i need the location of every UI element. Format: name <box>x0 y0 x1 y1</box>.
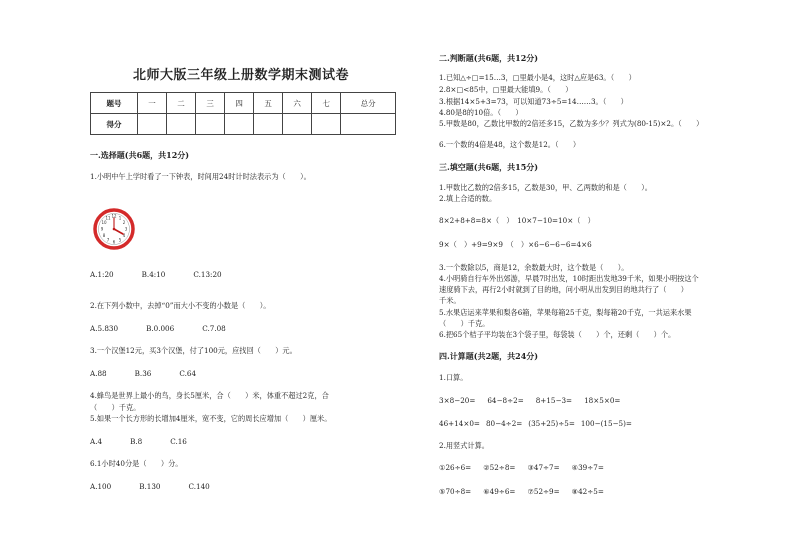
score-input-cell[interactable] <box>254 114 283 135</box>
calc-1: 1.口算。 <box>439 373 468 382</box>
vertical-calc-item: ②52÷8= <box>483 463 516 472</box>
score-header-cell: 题号 <box>91 93 138 114</box>
section3-title: 三.填空题(共6题，共15分) <box>439 162 539 172</box>
svg-text:6: 6 <box>112 239 116 245</box>
fill-1: 1.甲数比乙数的2倍多15，乙数是30，甲、乙两数的和是（ ）。 <box>439 183 652 192</box>
option[interactable]: C.16 <box>170 437 187 446</box>
question-3: 3.一个汉堡12元，买3个汉堡，付了100元，应找回（ ）元。 <box>90 346 297 355</box>
vertical-calc-item: ⑦52÷9= <box>527 487 560 496</box>
svg-text:9: 9 <box>100 226 104 232</box>
oral-calc-item: 18×5×0= <box>584 396 621 405</box>
oral-calc-item: (35+25)÷5= <box>528 419 575 428</box>
option[interactable]: A.88 <box>90 369 107 378</box>
vertical-calc-item: ④39÷7= <box>571 463 604 472</box>
clock-icon <box>93 208 135 250</box>
score-input-cell[interactable] <box>167 114 196 135</box>
calc-1-row2 <box>439 419 644 428</box>
oral-calc-item: 100−(15−5)= <box>580 419 632 428</box>
q1-options <box>90 270 250 279</box>
svg-text:8: 8 <box>102 233 106 238</box>
calc-1-row1 <box>439 396 632 405</box>
section2-title: 二.判断题(共6题，共12分) <box>439 53 539 63</box>
oral-calc-item: 80−4÷2= <box>485 419 523 428</box>
calc-2-row1 <box>439 463 616 472</box>
fill-4-line3: 千米。 <box>439 296 461 305</box>
vertical-calc-item: ①26÷6= <box>439 463 472 472</box>
score-header-cell: 一 <box>138 93 167 114</box>
fill-6: 6.把65个桔子平均装在3个袋子里，每袋装（ ）个，还剩（ ）个。 <box>439 330 676 339</box>
option[interactable]: C.13:20 <box>193 270 222 279</box>
question-4-line1: 4.蜂鸟是世界上最小的鸟，身长5厘米，合（ ）米，体重不超过2克，合 <box>90 391 329 400</box>
score-input-cell[interactable] <box>138 114 167 135</box>
vertical-calc-item: ⑥49÷6= <box>483 487 516 496</box>
score-header-cell: 六 <box>283 93 312 114</box>
q2-options <box>90 324 254 333</box>
fill-5-line1: 5.水果店运来苹果和梨各6箱，苹果每箱25千克，梨每箱20千克，一共运来水果 <box>439 308 692 317</box>
svg-text:1: 1 <box>118 215 122 221</box>
score-row-label: 得分 <box>91 114 138 135</box>
vertical-calc-item: ③47÷7= <box>527 463 560 472</box>
question-4-line2: （ ）千克。 <box>90 403 141 412</box>
svg-text:3: 3 <box>124 226 128 232</box>
page-title: 北师大版三年级上册数学期末测试卷 <box>133 68 350 83</box>
svg-text:11: 11 <box>105 215 111 221</box>
option[interactable]: A.4 <box>90 437 103 446</box>
judge-4: 4.80是8的10倍。（ ） <box>439 108 523 117</box>
fill-3: 3.一个数除以5，商是12，余数最大时，这个数是（ ）。 <box>439 263 629 272</box>
fill-5-line2: （ ）千克。 <box>439 319 490 328</box>
judge-5: 5.甲数是80，乙数比甲数的2倍还多15，乙数为多少？列式为(80-15)×2。（ ） <box>439 119 704 128</box>
option[interactable]: A.100 <box>90 482 112 491</box>
section1-title: 一.选择题(共6题，共12分) <box>90 150 190 160</box>
svg-text:4: 4 <box>122 233 126 238</box>
question-5: 5.如果一个长方形的长增加4厘米，宽不变，它的周长应增加（ ）厘米。 <box>90 414 332 423</box>
fill-4-line1: 4.小明骑自行车外出郊游，早晨7时出发，10时距出发地39千米，如果小明按这个 <box>439 274 699 283</box>
judge-6: 6.一个数的4倍是48，这个数是12。（ ） <box>439 140 581 149</box>
score-input-cell[interactable] <box>196 114 225 135</box>
option[interactable]: B.0.006 <box>146 324 175 333</box>
oral-calc-item: 3×8−20= <box>439 396 476 405</box>
q6-options <box>90 482 238 491</box>
option[interactable]: C.7.08 <box>202 324 226 333</box>
option[interactable]: B.8 <box>130 437 143 446</box>
svg-text:2: 2 <box>122 220 126 225</box>
fill-2: 2.填上合适的数。 <box>439 194 497 203</box>
q5-options <box>90 437 215 446</box>
svg-text:7: 7 <box>106 237 110 243</box>
score-input-cell[interactable] <box>312 114 341 135</box>
calc-2: 2.用竖式计算。 <box>439 441 489 450</box>
option[interactable]: A.5.830 <box>90 324 119 333</box>
fill-4-line2: 速度骑下去，再行2小时就到了目的地，问小明从出发到目的地共行了（ ） <box>439 285 688 294</box>
judge-2: 2.8×□<85中，□里最大能填9。（ ） <box>439 85 573 94</box>
oral-calc-item: 64−8÷2= <box>487 396 524 405</box>
fill-2-line-a: 8×2+8+8=8×（ ） 10×7−10=10×（ ） <box>439 216 595 225</box>
score-header-cell: 总分 <box>341 93 396 114</box>
question-2: 2.在下列小数中，去掉“0”而大小不变的小数是（ ）。 <box>90 301 271 310</box>
q3-options <box>90 369 224 378</box>
judge-1: 1.已知△÷□=15…3，□里最小是4，这时△应是63。（ ） <box>439 73 636 82</box>
svg-text:10: 10 <box>101 220 107 225</box>
fill-2-line-b: 9×（ ）+9=9×9 （ ）×6−6−6−6=4×6 <box>439 240 592 249</box>
score-table <box>90 92 396 135</box>
section4-title: 四.计算题(共2题，共24分) <box>439 351 539 361</box>
score-input-cell[interactable] <box>341 114 396 135</box>
question-1: 1.小明中午上学时看了一下钟表，时间用24时计时法表示为（ ）。 <box>90 172 311 181</box>
score-table-score-row <box>91 114 396 135</box>
score-header-cell: 二 <box>167 93 196 114</box>
score-input-cell[interactable] <box>283 114 312 135</box>
vertical-calc-item: ⑤70÷8= <box>439 487 472 496</box>
oral-calc-item: 46+14×0= <box>439 419 480 428</box>
option[interactable]: B.4:10 <box>141 270 166 279</box>
score-header-cell: 七 <box>312 93 341 114</box>
calc-2-row2 <box>439 487 616 496</box>
score-header-cell: 三 <box>196 93 225 114</box>
vertical-calc-item: ⑧42÷5= <box>571 487 604 496</box>
question-6: 6.1小时40分是（ ）分。 <box>90 459 183 468</box>
score-header-cell: 五 <box>254 93 283 114</box>
option[interactable]: A.1:20 <box>90 270 114 279</box>
option[interactable]: C.64 <box>179 369 197 378</box>
option[interactable]: C.140 <box>188 482 210 491</box>
score-header-cell: 四 <box>225 93 254 114</box>
option[interactable]: B.36 <box>134 369 152 378</box>
judge-3: 3.根据14×5+3=73，可以知道73÷5=14……3。（ ） <box>439 97 628 106</box>
svg-text:5: 5 <box>118 237 122 243</box>
score-table-header-row <box>91 93 396 114</box>
option[interactable]: B.130 <box>139 482 161 491</box>
score-input-cell[interactable] <box>225 114 254 135</box>
oral-calc-item: 8+15−3= <box>535 396 573 405</box>
svg-text:12: 12 <box>111 213 117 219</box>
